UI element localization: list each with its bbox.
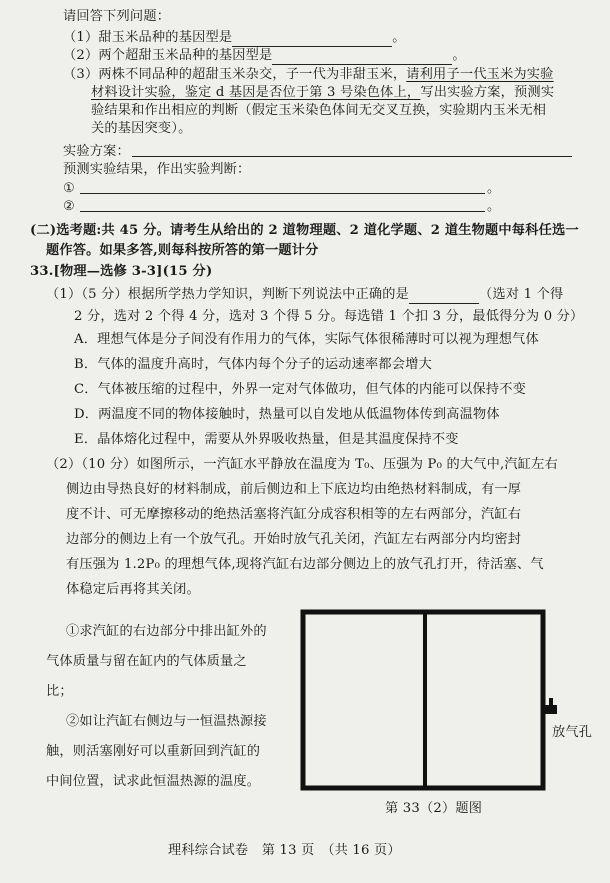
question-3-line-4: 关的基因突变）。 (91, 121, 192, 136)
option-d: D．两温度不同的物体接触时，热量可以自发地从低温物体传到高温物体 (74, 407, 500, 422)
option-c: C．气体被压缩的过程中，外界一定对气体做功，但气体的内能可以保持不变 (74, 382, 527, 397)
q33-2-line-3: 度不计、可无摩擦移动的绝热活塞将汽缸分成容积相等的左右两部分，汽缸右 (66, 507, 522, 522)
question-3-line-2 (91, 84, 554, 102)
question-3-text: 写出实验方案，预测实 (420, 85, 555, 100)
question-1-end: 。 (392, 30, 406, 45)
question-2-end: 。 (452, 48, 466, 63)
q33-2-line-2: 侧边由导热良好的材料制成，前后侧边和上下底边均由绝热材料制成，有一厚 (66, 482, 522, 497)
question-1-text: （1）甜玉米品种的基因型是 (63, 30, 233, 45)
question-3-underlined: 材料设计实验，鉴定 d 基因是否位于第 3 号染色体上， (91, 85, 421, 100)
page-footer: 理科综合试卷 第 13 页 （共 16 页） (168, 843, 401, 858)
q33-2-sub-1a: ①求汽缸的右边部分中排出缸外的 (66, 624, 267, 639)
answer-blank[interactable] (272, 50, 452, 65)
q33-2-sub-2b: 触，则活塞刚好可以重新回到汽缸的 (46, 744, 261, 759)
q33-2-line-4: 边部分的侧边上有一个放气孔。开始时放气孔关闭，汽缸左右两部分内均密封 (66, 532, 522, 547)
predict-label: 预测实验结果，作出实验判断： (63, 162, 251, 177)
q33-2-line-5: 有压强为 1.2P₀ 的理想气体,现将汽缸右边部分侧边上的放气孔打开，待活塞、气 (66, 557, 544, 572)
question-2-text: （2）两个超甜玉米品种的基因型是 (63, 48, 273, 63)
q33-1-text: （选对 1 个得 (479, 287, 564, 302)
question-1 (63, 29, 406, 47)
plan-label: 实验方案： (63, 144, 130, 159)
vent-valve (545, 705, 557, 714)
answer-blank[interactable] (232, 32, 392, 47)
question-3-underlined: 请利用子一代玉米为实验 (406, 67, 554, 82)
q33-2-sub-2a: ②如让汽缸右侧边与一恒温热源接 (66, 714, 267, 729)
answer-line[interactable] (80, 193, 485, 194)
question-3-line-3: 验结果和作出相应的判断（假定玉米染色体间无交叉互换，实验期内玉米无相 (91, 103, 547, 118)
vent-valve-stem (549, 698, 553, 706)
predict-end: 。 (487, 181, 501, 196)
cylinder-outline (303, 612, 543, 788)
predict-item-2: ② (63, 199, 76, 214)
answer-line[interactable] (80, 211, 485, 212)
q33-2-sub-2c: 中间位置，试求此恒温热源的温度。 (46, 774, 261, 789)
q33-2-sub-1b: 气体质量与留在缸内的气体质量之 (46, 654, 247, 669)
q33-2-sub-1c: 比； (46, 684, 73, 699)
question-prompt: 请回答下列问题： (63, 9, 171, 24)
predict-end: 。 (487, 199, 501, 214)
figure-caption: 第 33（2）题图 (385, 801, 483, 816)
q33-title: 33.[物理—选修 3-3](15 分) (30, 264, 213, 279)
q33-1-intro (46, 286, 563, 304)
option-b: B．气体的温度升高时，气体内每个分子的运动速率都会增大 (74, 357, 432, 372)
answer-blank[interactable] (409, 289, 479, 304)
q33-1-scoring: 2 分，选对 2 个得 4 分，选对 3 个得 5 分。每选错 1 个扣 3 分，最低得分为 0 分） (74, 309, 584, 324)
vent-label: 放气孔 (552, 725, 593, 740)
q33-2-line-1: （2）（10 分）如图所示，一汽缸水平静放在温度为 T₀、压强为 P₀ 的大气中,汽缸左右 (46, 457, 558, 472)
question-3-line-1 (63, 66, 554, 84)
answer-line[interactable] (132, 156, 572, 157)
predict-item-1: ① (63, 181, 76, 196)
question-3-text: （3）两株不同品种的超甜玉米杂交，子一代为非甜玉米， (63, 67, 407, 82)
question-2 (63, 47, 466, 65)
elective-instruction-2: 题作答。如果多答,则每科按所答的第一题计分 (46, 243, 319, 258)
option-e: E．晶体熔化过程中，需要从外界吸收热量，但是其温度保持不变 (74, 432, 459, 447)
q33-2-line-6: 体稳定后再将其关闭。 (66, 582, 200, 597)
elective-instruction-1: (二)选考题:共 45 分。请考生从给出的 2 道物理题、2 道化学题、2 道生物题中每科任选一 (30, 223, 579, 238)
q33-1-text: （1）（5 分）根据所学热力学知识，判断下列说法中正确的是 (46, 287, 410, 302)
option-a: A．理想气体是分子间没有作用力的气体，实际气体很稀薄时可以视为理想气体 (74, 332, 539, 347)
